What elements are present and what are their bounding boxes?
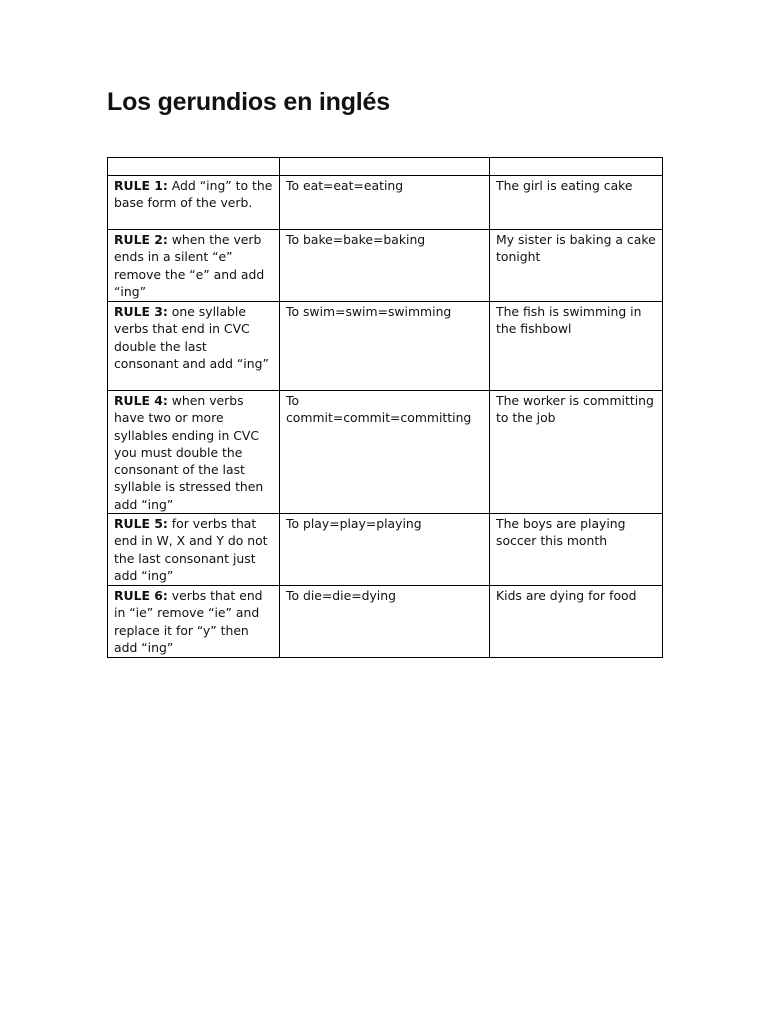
table-row	[108, 514, 663, 586]
rule-text: one syllable verbs that end in CVC double the last consonant and add “ing”	[114, 304, 269, 371]
rule-cell	[108, 514, 280, 586]
table-row	[108, 302, 663, 391]
conjugation-cell: To bake=bake=baking	[280, 230, 490, 302]
example-cell: The girl is eating cake	[490, 176, 663, 230]
example-cell: The worker is committing to the job	[490, 391, 663, 514]
rule-cell	[108, 586, 280, 658]
header-cell-example	[490, 158, 663, 176]
rule-label: RULE 6:	[114, 588, 168, 604]
rule-text: verbs that end in “ie” remove “ie” and replace it for “y” then add “ing”	[114, 588, 263, 655]
conjugation-cell: To play=play=playing	[280, 514, 490, 586]
rule-cell	[108, 176, 280, 230]
rule-cell	[108, 391, 280, 514]
example-cell: My sister is baking a cake tonight	[490, 230, 663, 302]
table-row	[108, 176, 663, 230]
gerund-rules-table	[107, 157, 663, 658]
rule-label: RULE 5:	[114, 516, 168, 532]
rule-label: RULE 1:	[114, 178, 168, 193]
header-cell-rule	[108, 158, 280, 176]
example-cell: Kids are dying for food	[490, 586, 663, 658]
rule-text: when verbs have two or more syllables ending in CVC you must double the consonant of the last syllable is stressed then add “ing”	[114, 393, 264, 512]
table-header-row	[108, 158, 663, 176]
rule-label: RULE 4:	[114, 393, 168, 408]
conjugation-cell: To die=die=dying	[280, 586, 490, 658]
rule-label: RULE 3:	[114, 304, 168, 319]
rule-cell	[108, 230, 280, 302]
table-row	[108, 391, 663, 514]
page-title: Los gerundios en inglés	[107, 88, 390, 116]
rule-text: when the verb ends in a silent “e” remove the “e” and add “ing”	[114, 232, 265, 299]
rule-text: Add “ing” to the base form of the verb.	[114, 178, 273, 211]
table-row	[108, 230, 663, 302]
table-row	[108, 586, 663, 658]
rule-cell	[108, 302, 280, 391]
rule-text: for verbs that end in W, X and Y do not the last consonant just add “ing”	[114, 516, 268, 583]
example-cell: The fish is swimming in the fishbowl	[490, 302, 663, 391]
conjugation-cell: To commit=commit=committing	[280, 391, 490, 514]
example-cell: The boys are playing soccer this month	[490, 514, 663, 586]
rule-label: RULE 2:	[114, 232, 168, 247]
conjugation-cell: To swim=swim=swimming	[280, 302, 490, 391]
conjugation-cell: To eat=eat=eating	[280, 176, 490, 230]
header-cell-conjugation	[280, 158, 490, 176]
